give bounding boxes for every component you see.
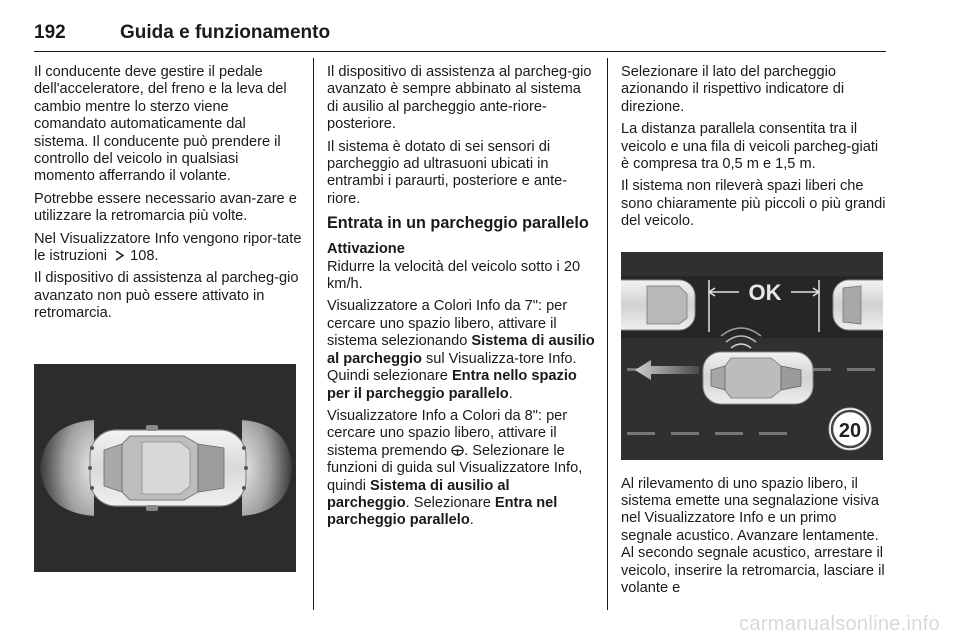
page-reference[interactable]: 108. xyxy=(130,248,159,265)
menu-item-reference: Sistema di ausilio al parcheggio xyxy=(327,477,510,511)
paragraph: Il conducente deve gestire il pedale dell'acceleratore, del freno e la leva del cambio mentre lo sterzo viene comandato automaticamente dal sistema. Il conducente può prendere il controllo del veicolo in qualsiasi momento afferrando il volante. xyxy=(34,64,287,185)
page-reference-icon xyxy=(115,250,124,261)
paragraph: Selezionare il lato del parcheggio azionando il rispettivo indicatore di direzione. xyxy=(621,64,845,115)
paragraph: Ridurre la velocità del veicolo sotto i 20 km/h. xyxy=(327,258,581,293)
page-header xyxy=(34,22,886,52)
paragraph xyxy=(34,231,302,266)
speed-limit-sign: 20 xyxy=(838,420,862,442)
paragraph: Il dispositivo di assistenza al parcheg-gio avanzato è sempre abbinato al sistema di ausilio al parcheggio ante-riore-posteriore. xyxy=(327,64,592,133)
paragraph: Al rilevamento di uno spazio libero, il sistema emette una segnalazione visiva nel Visualizzatore Info e un primo segnale acustico. Avanzare lentamente. Al secondo segnale acustico, arrestare il veicolo, inserire la retromarcia, lasciare il volante e xyxy=(621,475,885,597)
chapter-title: Guida e funzionamento xyxy=(120,22,331,43)
ok-label: OK xyxy=(748,280,782,305)
car-sensor-zones-illustration xyxy=(34,364,296,572)
menu-item-reference: Sistema di ausilio al parcheggio xyxy=(327,333,595,367)
paragraph: Il dispositivo di assistenza al parcheg-gio avanzato non può essere attivato in retromarcia. xyxy=(34,270,299,322)
paragraph: Visualizzatore a Colori Info da 7": per cercare uno spazio libero, attivare il sistema selezionando Sistema di ausilio al parcheggio sul Visualizza-tore Info. Quindi selezionare Entra nello spazio per il parcheggio parallelo. xyxy=(327,298,595,402)
steering-wheel-icon xyxy=(451,445,464,456)
parallel-parking-illustration xyxy=(621,252,883,460)
paragraph: Il sistema è dotato di sei sensori di parcheggio ad ultrasuoni ubicati in entrambi i paraurti, posteriore e ante-riore. xyxy=(327,138,568,207)
paragraph: La distanza parallela consentita tra il veicolo e una fila di veicoli parcheg-giati è compresa tra 0,5 m e 1,5 m. xyxy=(621,121,879,173)
paragraph: Il sistema non rileverà spazi liberi che sono chiaramente più piccoli o più grandi del veicolo. xyxy=(621,178,886,230)
column-divider xyxy=(313,58,314,610)
column-middle xyxy=(327,64,595,535)
parking-sensor-figure xyxy=(34,364,296,572)
menu-item-reference: Entra nel parcheggio parallelo xyxy=(327,494,558,529)
menu-item-reference: Entra nello spazio per il parcheggio parallelo xyxy=(327,368,577,402)
section-heading: Entrata in un parcheggio parallelo xyxy=(327,214,589,233)
subsection-heading: Attivazione xyxy=(327,241,405,258)
watermark: carmanualsonline.info xyxy=(739,613,940,635)
paragraph: Potrebbe essere necessario avan-zare e utilizzare la retromarcia più volte. xyxy=(34,190,297,225)
column-left xyxy=(34,64,302,328)
parking-space-detection-figure xyxy=(621,252,883,460)
column-divider xyxy=(607,58,608,610)
paragraph-text: Nel Visualizzatore Info vengono ripor-tate le istruzioni xyxy=(34,230,302,265)
paragraph: Visualizzatore Info a Colori da 8": per cercare uno spazio libero, attivare il sistema premendo . Selezionare le funzioni di guida sul Visualizzatore Info, quindi Sistema di ausilio al parcheggio. Selezionare Entra nel parcheggio parallelo. xyxy=(327,407,583,529)
page-number: 192 xyxy=(34,22,66,43)
